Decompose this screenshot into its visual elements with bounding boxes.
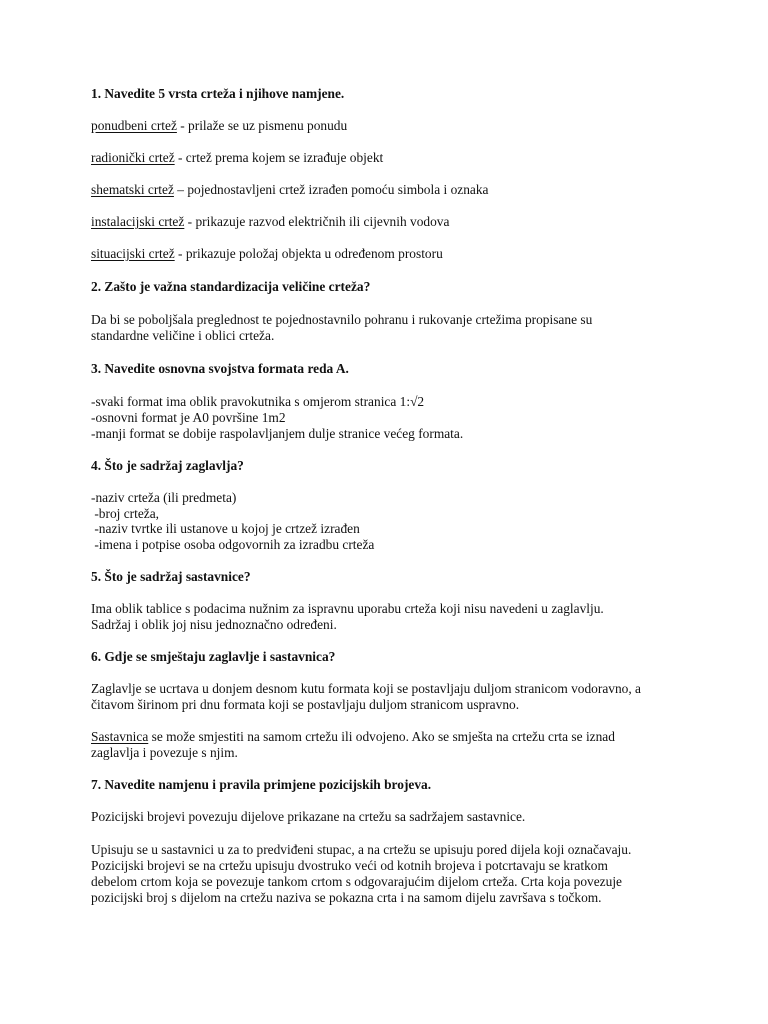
q2-text-line: Da bi se poboljšala preglednost te pojednostavnilo pohranu i rukovanje crtežima propisane su (91, 312, 593, 327)
q5-heading: 5. Što je sadržaj sastavnice? (91, 569, 251, 584)
q7-heading: 7. Navedite namjenu i pravila primjene pozicijskih brojeva. (91, 777, 432, 792)
q5-text-line: Sadržaj i oblik joj nisu jednoznačno određeni. (91, 617, 337, 632)
q1-item-desc: – pojednostavljeni crtež izrađen pomoću simbola i oznaka (173, 182, 489, 197)
q1-item (91, 246, 443, 262)
q1-item-desc: - crtež prema kojem se izrađuje objekt (174, 150, 384, 165)
q6-heading: 6. Gdje se smještaju zaglavlje i sastavnica? (91, 649, 336, 664)
q4-text-line: -imena i potpise osoba odgovornih za izradbu crteža (91, 537, 375, 552)
q1-item-desc: - prikazuje položaj objekta u određenom prostoru (174, 246, 443, 261)
q3-text-line: -osnovni format je A0 površine 1m2 (91, 410, 286, 425)
q1-item (91, 182, 489, 198)
q1-item-term: shematski crtež (91, 182, 174, 197)
sastavnica-term: Sastavnica (91, 729, 149, 744)
q6-text-line: zaglavlja i povezuje s njim. (91, 745, 238, 760)
q1-item-desc: - prilaže se uz pismenu ponudu (176, 118, 348, 133)
q1-item (91, 150, 383, 166)
q1-item-desc: - prikazuje razvod električnih ili cijevnih vodova (184, 214, 450, 229)
q7-text-line: Pozicijski brojevi povezuju dijelove prikazane na crtežu sa sadržajem sastavnice. (91, 809, 526, 824)
q7-text-line: debelom crtom koja se povezuje tankom crtom s odgovarajućim dijelom crteža. Crta koja povezuje (91, 874, 622, 889)
q7-text-line: pozicijski broj s dijelom na crtežu naziva se pokazna crta i na samom dijelu završava s točkom. (91, 890, 602, 905)
q5-text-line: Ima oblik tablice s podacima nužnim za ispravnu uporabu crteža koji nisu navedeni u zaglavlju. (91, 601, 604, 616)
q4-heading: 4. Što je sadržaj zaglavlja? (91, 458, 244, 473)
q1-heading: 1. Navedite 5 vrsta crteža i njihove namjene. (91, 86, 345, 101)
q3-text-line: -svaki format ima oblik pravokutnika s omjerom stranica 1:√2 (91, 394, 425, 409)
q1-item-term: ponudbeni crtež (91, 118, 177, 133)
q4-text-line: -broj crteža, (91, 506, 160, 521)
q1-item (91, 118, 347, 134)
q6-text-line (91, 729, 615, 745)
q1-item-term: instalacijski crtež (91, 214, 185, 229)
q1-item (91, 214, 449, 230)
q1-item-term: situacijski crtež (91, 246, 175, 261)
q2-text-line: standardne veličine i oblici crteža. (91, 328, 275, 343)
q2-heading: 2. Zašto je važna standardizacija veličine crteža? (91, 279, 371, 294)
q3-text-line: -manji format se dobije raspolavljanjem dulje stranice većeg formata. (91, 426, 464, 441)
q3-heading: 3. Navedite osnovna svojstva formata reda A. (91, 361, 349, 376)
q6-text-line: čitavom širinom pri dnu formata koji se postavljaju duljom stranicom uspravno. (91, 697, 520, 712)
q7-text-line: Upisuju se u sastavnici u za to predviđeni stupac, a na crtežu se upisuju pored dijela koji označavaju. (91, 842, 632, 857)
q1-item-term: radionički crtež (91, 150, 175, 165)
q4-text-line: -naziv crteža (ili predmeta) (91, 490, 237, 505)
q6-text-rest: se može smjestiti na samom crtežu ili odvojeno. Ako se smješta na crtežu crta se iznad (148, 729, 615, 744)
q7-text-line: Pozicijski brojevi se na crtežu upisuju dvostruko veći od kotnih brojeva i potcrtavaju se kratkom (91, 858, 608, 873)
q4-text-line: -naziv tvrtke ili ustanove u kojoj je crtzež izrađen (91, 521, 360, 536)
q6-text-line: Zaglavlje se ucrtava u donjem desnom kutu formata koji se postavljaju duljom stranicom vodoravno, a (91, 681, 641, 696)
